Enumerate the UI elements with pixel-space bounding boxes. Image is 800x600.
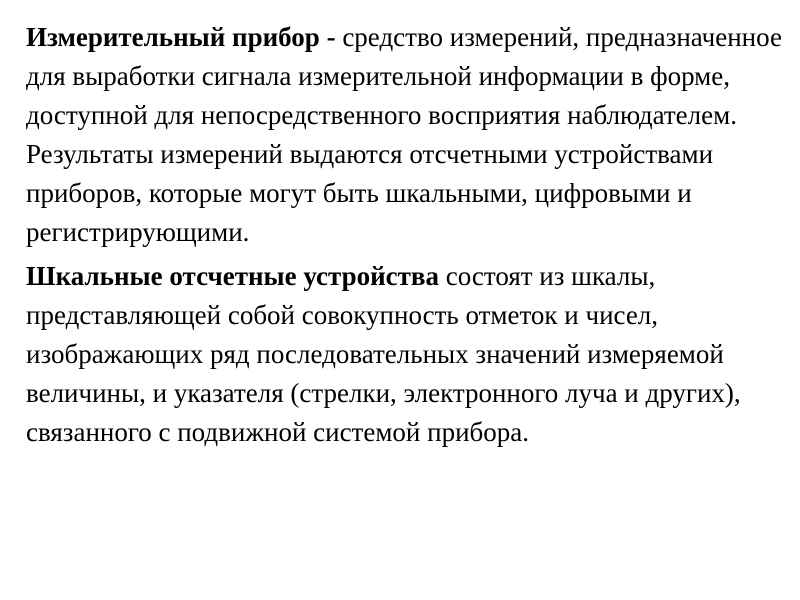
- paragraph-scale-readout-devices: [26, 257, 796, 452]
- definition-measuring-instrument: средство измерений, предназначенное для выработки сигнала измерительной информации в форме, доступной для непосредственного восприятия наблюдателем. Результаты измерений выдаются отсчетными устройствами приборов, которые могут быть шкальными, цифровыми и регистрирующими.: [26, 22, 782, 247]
- definition-scale-readout-devices: состоят из шкалы, представляющей собой совокупность отметок и чисел, изображающих ряд последовательных значений измеряемой величины, и указателя (стрелки, электронного луча и других), связанного с подвижной системой прибора.: [26, 261, 741, 447]
- term-scale-readout-devices: Шкальные отсчетные устройства: [26, 261, 440, 291]
- paragraph-measuring-instrument: [26, 18, 796, 252]
- term-measuring-instrument: Измерительный прибор -: [26, 22, 336, 52]
- text-block: [26, 18, 796, 452]
